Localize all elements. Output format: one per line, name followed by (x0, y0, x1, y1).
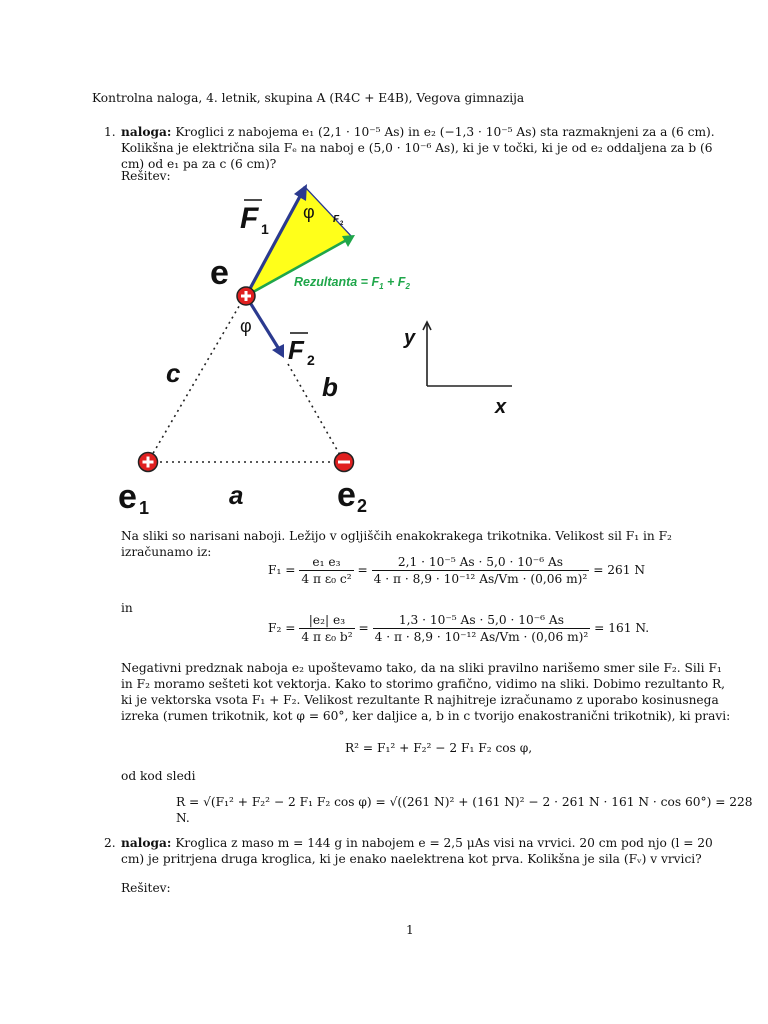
side-a-label: a (229, 480, 244, 510)
task-2-label: naloga: (121, 836, 172, 850)
equation-f1: F₁ = $\frac{\text{e₁ e₃}}{\text{4 π ε₀ c²}}$ = $\frac{\text{2,1 · 10⁻⁵ As · 5,0 · 10⁻⁶ As}}{\text{4 · π · 8,9 · 10⁻¹² As/Vm · (0,06 m)²}}$ = 261 N (268, 555, 646, 586)
resultant-label: Rezultanta = $F_1 + F_2$ (294, 275, 410, 291)
side-b-label: b (322, 372, 338, 402)
e2-subscript: 2 (357, 496, 368, 514)
document-header: Kontrolna naloga, 4. letnik, skupina A (R4C + E4B), Vegova gimnazija (92, 91, 525, 105)
task-1 (104, 124, 734, 172)
force-diagram (112, 184, 512, 514)
f2-small-subscript: 2 (340, 221, 344, 227)
solution-label-2: Rešitev: (121, 881, 171, 895)
eq-f1-result: = 261 N (593, 563, 646, 577)
paragraph-intro: Na sliki so narisani naboji. Ležijo v ogljiščih enakokrakega trikotnika. Velikost sil F₁ in F₂ izračunamo iz: (121, 529, 672, 559)
x-axis-label: x (495, 396, 507, 418)
eq-f1-lhs: F₁ = (268, 563, 296, 577)
solution-label-1: Rešitev: (121, 169, 171, 183)
f2-label: F (288, 335, 304, 365)
eq-f2-fraction-2: $\frac{\text{1,3 · 10⁻⁵ As · 5,0 · 10⁻⁶ As}}{\text{4 · π · 8,9 · 10⁻¹² As/Vm · (0,06 m)²}}$ (374, 613, 589, 644)
e1-label: e (118, 478, 137, 514)
od-kod-sledi-label: od kod sledi (121, 769, 196, 783)
task-2 (104, 835, 734, 867)
y-axis-label: y (404, 327, 416, 349)
side-c-line (148, 296, 245, 462)
equation-f2: F₂ = $\frac{\text{|e₂| e₃}}{\text{4 π ε₀ b²}}$ = $\frac{\text{1,3 · 10⁻⁵ As · 5,0 · 10⁻⁶ As}}{\text{4 · π · 8,9 · 10⁻¹² As/Vm · (0,06 m)²}}$ = 161 N. (268, 613, 650, 644)
page-number: 1 (406, 923, 414, 937)
f2-small-label: F (333, 214, 340, 225)
eq-f1-fraction-1: $\frac{\text{e₁ e₃}}{\text{4 π ε₀ c²}}$ (301, 555, 352, 586)
equation-resultant: R = √(F₁² + F₂² − 2 F₁ F₂ cos φ) = √((261 N)² + (161 N)² − 2 · 261 N · 161 N · cos 60°) = 228 N. (176, 795, 753, 825)
task-1-label: naloga: (121, 125, 172, 139)
phi-bottom-label: φ (240, 316, 252, 336)
eq-f2-lhs: F₂ = (268, 621, 296, 635)
f1-subscript: 1 (261, 221, 269, 237)
eq-f2-result: = 161 N. (594, 621, 650, 635)
task-2-number: 2. (104, 836, 116, 850)
paragraph-explanation: Negativni predznak naboja e₂ upoštevamo tako, da na sliki pravilno narišemo smer sile F₂. Sili F₁ in F₂ moramo sešteti kot vektorja. Kako to storimo grafično, vidimo na sliki. Dobimo rezultanto R, ki je vektorska vsota F₁ + F₂. Velikost rezultante R najhitreje izračunamo z uporabo kosinusnega izreka (rumen trikotnik, kot φ = 60°, ker daljice a, b in c tvorijo enakostranični trikotnik), ki pravi: (121, 661, 731, 723)
charge-e-marker (237, 287, 255, 305)
in-label: in (121, 601, 133, 615)
f2-subscript: 2 (307, 352, 315, 368)
eq-f1-fraction-2: $\frac{\text{2,1 · 10⁻⁵ As · 5,0 · 10⁻⁶ As}}{\text{4 · π · 8,9 · 10⁻¹² As/Vm · (0,06 m)²}}$ (373, 555, 588, 586)
eq-f2-fraction-1: $\frac{\text{|e₂| e₃}}{\text{4 π ε₀ b²}}$ (301, 613, 353, 644)
e1-subscript: 1 (139, 498, 150, 514)
charge-e2-marker (335, 453, 354, 472)
f1-label: F (240, 202, 259, 235)
phi-top-label: φ (303, 202, 315, 222)
charge-e1-marker (139, 453, 158, 472)
task-1-text: Kroglici z nabojema e₁ (2,1 · 10⁻⁵ As) in e₂ (−1,3 · 10⁻⁵ As) sta razmaknjeni za a (6 cm). Kolikšna je električna sila Fₑ na naboj e (5,0 · 10⁻⁶ As), ki je v točki, ki je od e₂ oddaljena za b (6 cm) od e₁ pa za c (6 cm)? (121, 125, 715, 171)
task-1-number: 1. (104, 125, 116, 139)
e2-label: e (337, 476, 356, 514)
e-label: e (210, 254, 229, 292)
side-c-label: c (166, 358, 181, 388)
equation-cosine-law: R² = F₁² + F₂² − 2 F₁ F₂ cos φ, (345, 741, 533, 755)
task-2-text: Kroglica z maso m = 144 g in nabojem e = 2,5 μAs visi na vrvici. 20 cm pod njo (l = 20 cm) je pritrjena druga kroglica, ki je enako naelektrena kot prva. Kolikšna je sila (Fᵥ) v vrvici? (121, 836, 713, 866)
